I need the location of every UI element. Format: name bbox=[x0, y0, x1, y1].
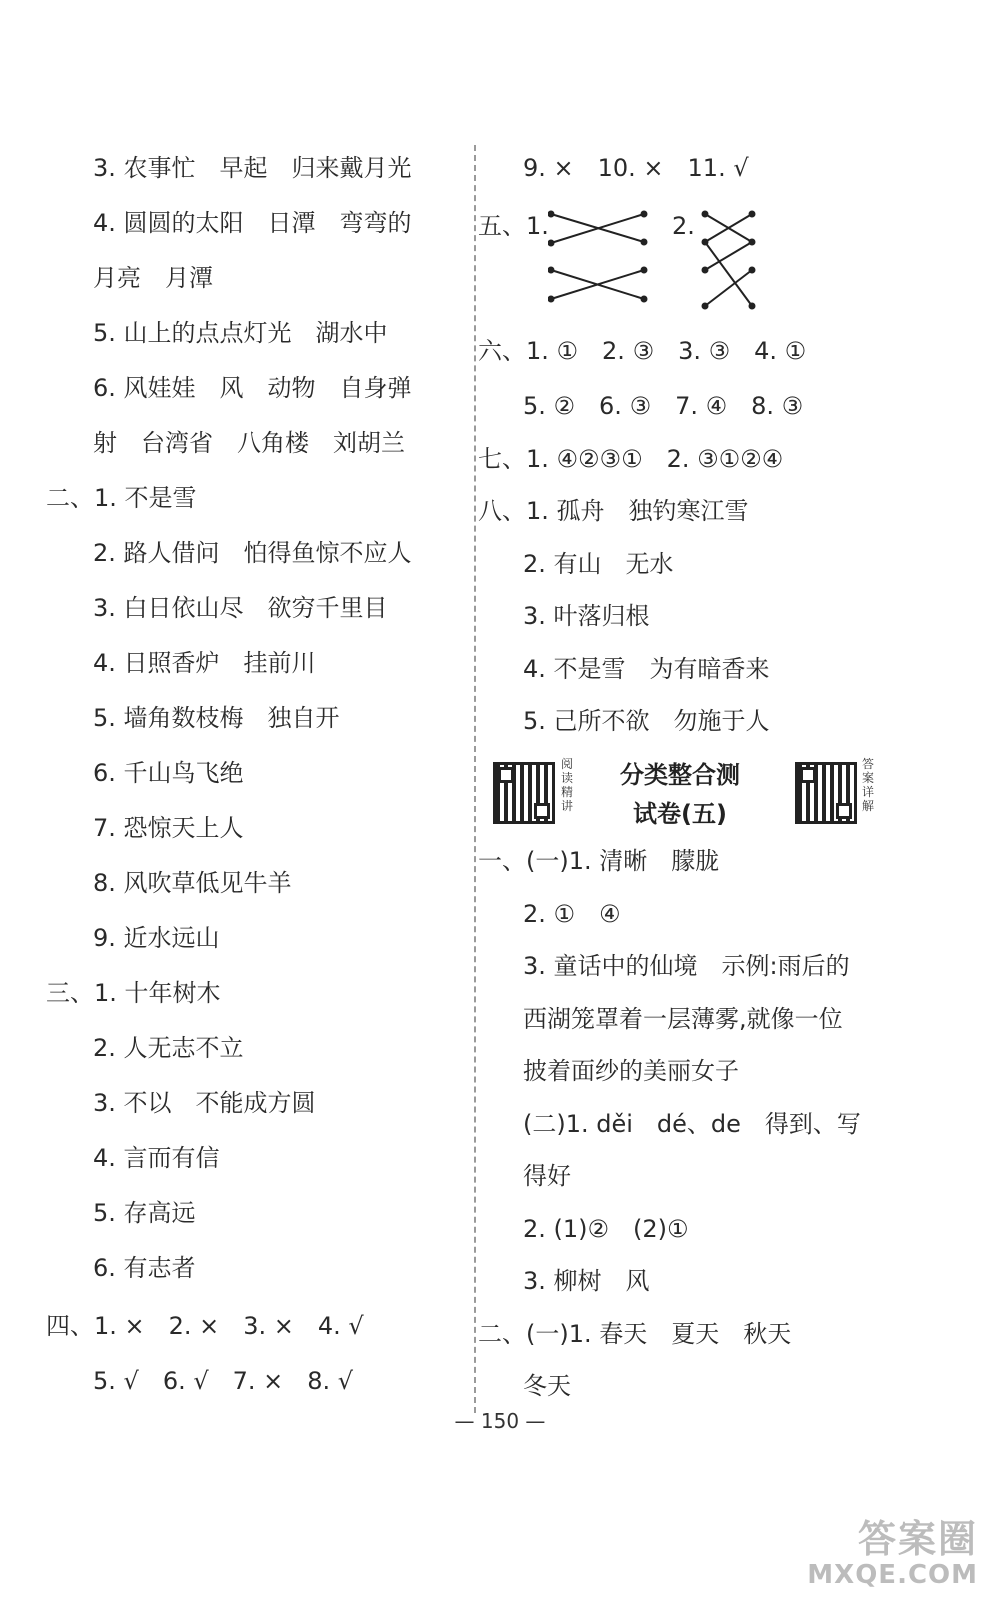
answer-line: 3. 叶落归根 bbox=[523, 602, 650, 630]
answer-line: 2. ① ④ bbox=[523, 900, 621, 928]
answer-line: 5. 存高远 bbox=[93, 1199, 196, 1227]
qr-code-icon[interactable] bbox=[795, 762, 857, 824]
answer-line: 6. 有志者 bbox=[93, 1254, 196, 1282]
answer-line: 4. 言而有信 bbox=[93, 1144, 220, 1172]
matching-label: 五、1. bbox=[478, 212, 549, 240]
answer-line: 3. 不以 不能成方圆 bbox=[93, 1089, 316, 1117]
answer-line: 5. 己所不欲 勿施于人 bbox=[523, 707, 770, 735]
answer-line: 3. 农事忙 早起 归来戴月光 bbox=[93, 154, 412, 182]
answer-line: 7. 恐惊天上人 bbox=[93, 814, 244, 842]
answer-line: 七、1. ④②③① 2. ③①②④ bbox=[478, 445, 784, 473]
answer-line: 5. 墙角数枝梅 独自开 bbox=[93, 704, 340, 732]
qr-label: 阅读精讲 bbox=[561, 757, 574, 813]
answer-line: 6. 千山鸟飞绝 bbox=[93, 759, 244, 787]
answer-line: 八、1. 孤舟 独钓寒江雪 bbox=[478, 497, 749, 525]
watermark-url: MXQE.COM bbox=[807, 1560, 978, 1590]
answer-line: 西湖笼罩着一层薄雾,就像一位 bbox=[523, 1005, 843, 1033]
answer-line: 披着面纱的美丽女子 bbox=[523, 1057, 739, 1085]
qr-code-icon[interactable] bbox=[493, 762, 555, 824]
answer-line: 二、(一)1. 春天 夏天 秋天 bbox=[478, 1320, 792, 1348]
answer-line: 2. 有山 无水 bbox=[523, 550, 674, 578]
answer-line: 8. 风吹草低见牛羊 bbox=[93, 869, 292, 897]
answer-line: 一、(一)1. 清晰 朦胧 bbox=[478, 847, 720, 875]
answer-line: 月亮 月潭 bbox=[93, 264, 213, 292]
answer-line: 射 台湾省 八角楼 刘胡兰 bbox=[93, 429, 405, 457]
answer-line: 四、1. × 2. × 3. × 4. √ bbox=[46, 1312, 364, 1340]
answer-line: 得好 bbox=[523, 1162, 571, 1190]
section-title: 分类整合测 bbox=[620, 761, 740, 789]
column-divider bbox=[474, 145, 476, 1413]
answer-line: 3. 柳树 风 bbox=[523, 1267, 650, 1295]
answer-line: 4. 圆圆的太阳 日潭 弯弯的 bbox=[93, 209, 412, 237]
answer-line: 2. (1)② (2)① bbox=[523, 1215, 689, 1243]
matching-lines-2 bbox=[700, 206, 760, 311]
answer-line: 2. 路人借问 怕得鱼惊不应人 bbox=[93, 539, 412, 567]
answer-line: 3. 白日依山尽 欲穷千里目 bbox=[93, 594, 388, 622]
answer-line: 六、1. ① 2. ③ 3. ③ 4. ① bbox=[478, 337, 807, 365]
answer-line: 3. 童话中的仙境 示例:雨后的 bbox=[523, 952, 850, 980]
answer-line: 三、1. 十年树木 bbox=[46, 979, 221, 1007]
answer-line: 4. 日照香炉 挂前川 bbox=[93, 649, 316, 677]
answer-line: 2. 人无志不立 bbox=[93, 1034, 244, 1062]
answer-line: 4. 不是雪 为有暗香来 bbox=[523, 655, 770, 683]
matching-label: 2. bbox=[672, 212, 695, 240]
watermark bbox=[788, 1518, 978, 1590]
answer-line: 9. × 10. × 11. √ bbox=[523, 154, 749, 182]
answer-line: 6. 风娃娃 风 动物 自身弹 bbox=[93, 374, 412, 402]
answer-line: (二)1. děi dé、de 得到、写 bbox=[523, 1110, 861, 1138]
answer-line: 5. ② 6. ③ 7. ④ 8. ③ bbox=[523, 392, 804, 420]
matching-lines-1 bbox=[548, 206, 648, 306]
answer-line: 二、1. 不是雪 bbox=[46, 484, 197, 512]
answer-line: 5. 山上的点点灯光 湖水中 bbox=[93, 319, 388, 347]
answer-line: 冬天 bbox=[523, 1372, 571, 1400]
watermark-logo-text: 答案圈 bbox=[857, 1517, 978, 1561]
page-number: — 150 — bbox=[454, 1409, 546, 1433]
qr-label: 答案详解 bbox=[862, 757, 875, 813]
section-title: 试卷(五) bbox=[633, 800, 727, 828]
answer-line: 9. 近水远山 bbox=[93, 924, 220, 952]
answer-line: 5. √ 6. √ 7. × 8. √ bbox=[93, 1367, 354, 1395]
